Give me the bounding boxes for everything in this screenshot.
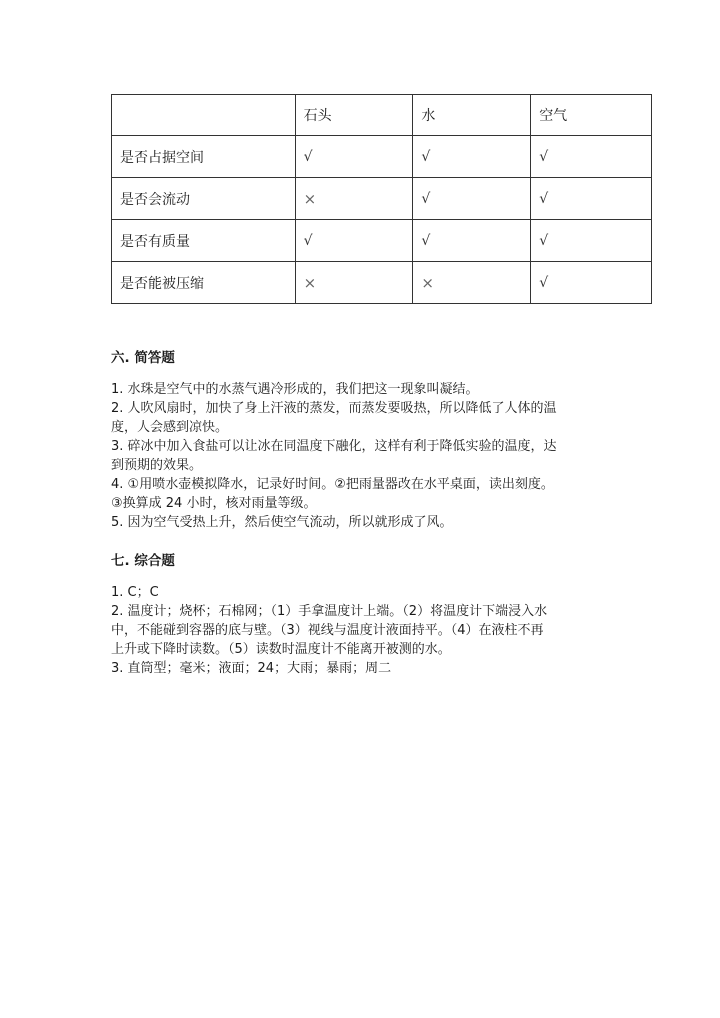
row-label: 是否会流动 xyxy=(112,178,296,220)
answer-line: 1. C；C xyxy=(111,585,159,600)
table-row xyxy=(112,178,652,220)
comparison-table xyxy=(111,94,652,304)
header-cell-water: 水 xyxy=(413,95,531,136)
table-row xyxy=(112,220,652,262)
row-label: 是否有质量 xyxy=(112,220,296,262)
table-row xyxy=(112,262,652,304)
section6-answers xyxy=(111,380,611,532)
section7-title: 七. 综合题 xyxy=(111,553,175,569)
section6-title: 六. 简答题 xyxy=(111,350,175,366)
table-cell: √ xyxy=(295,136,413,178)
header-cell-stone: 石头 xyxy=(295,95,413,136)
answer-line: 2. 温度计；烧杯；石棉网；（1）手拿温度计上端。（2）将温度计下端浸入水 xyxy=(111,604,548,619)
answer-line: 度，人会感到凉快。 xyxy=(111,420,229,435)
table-cell: √ xyxy=(413,178,531,220)
answer-line: 5. 因为空气受热上升，然后使空气流动，所以就形成了风。 xyxy=(111,515,453,530)
table-cell: × xyxy=(413,262,531,304)
table-cell: √ xyxy=(531,220,652,262)
answer-line: 2. 人吹风扇时，加快了身上汗液的蒸发，而蒸发要吸热，所以降低了人体的温 xyxy=(111,401,557,416)
table-cell: √ xyxy=(295,220,413,262)
section7-answers xyxy=(111,583,611,678)
answer-line: 3. 碎冰中加入食盐可以让冰在同温度下融化，这样有利于降低实验的温度，达 xyxy=(111,439,557,454)
table-row xyxy=(112,136,652,178)
table-cell: √ xyxy=(531,136,652,178)
table-cell: × xyxy=(295,178,413,220)
table-cell: √ xyxy=(531,262,652,304)
table-cell: × xyxy=(295,262,413,304)
answer-line: 到预期的效果。 xyxy=(111,458,203,473)
answer-line: 4. ①用喷水壶模拟降水，记录好时间。②把雨量器改在水平桌面，读出刻度。 xyxy=(111,477,554,492)
row-label: 是否占据空间 xyxy=(112,136,296,178)
answer-line: 中，不能碰到容器的底与壁。（3）视线与温度计液面持平。（4）在液柱不再 xyxy=(111,623,544,638)
row-label: 是否能被压缩 xyxy=(112,262,296,304)
answer-line: ③换算成 24 小时，核对雨量等级。 xyxy=(111,496,317,511)
table-cell: √ xyxy=(413,136,531,178)
header-cell-empty xyxy=(112,95,296,136)
answer-line: 1. 水珠是空气中的水蒸气遇冷形成的，我们把这一现象叫凝结。 xyxy=(111,382,479,397)
answer-line: 上升或下降时读数。（5）读数时温度计不能离开被测的水。 xyxy=(111,642,451,657)
header-cell-air: 空气 xyxy=(531,95,652,136)
answer-line: 3. 直筒型；毫米；液面；24；大雨；暴雨；周二 xyxy=(111,661,392,676)
table-cell: √ xyxy=(413,220,531,262)
table-cell: √ xyxy=(531,178,652,220)
table-header-row xyxy=(112,95,652,136)
